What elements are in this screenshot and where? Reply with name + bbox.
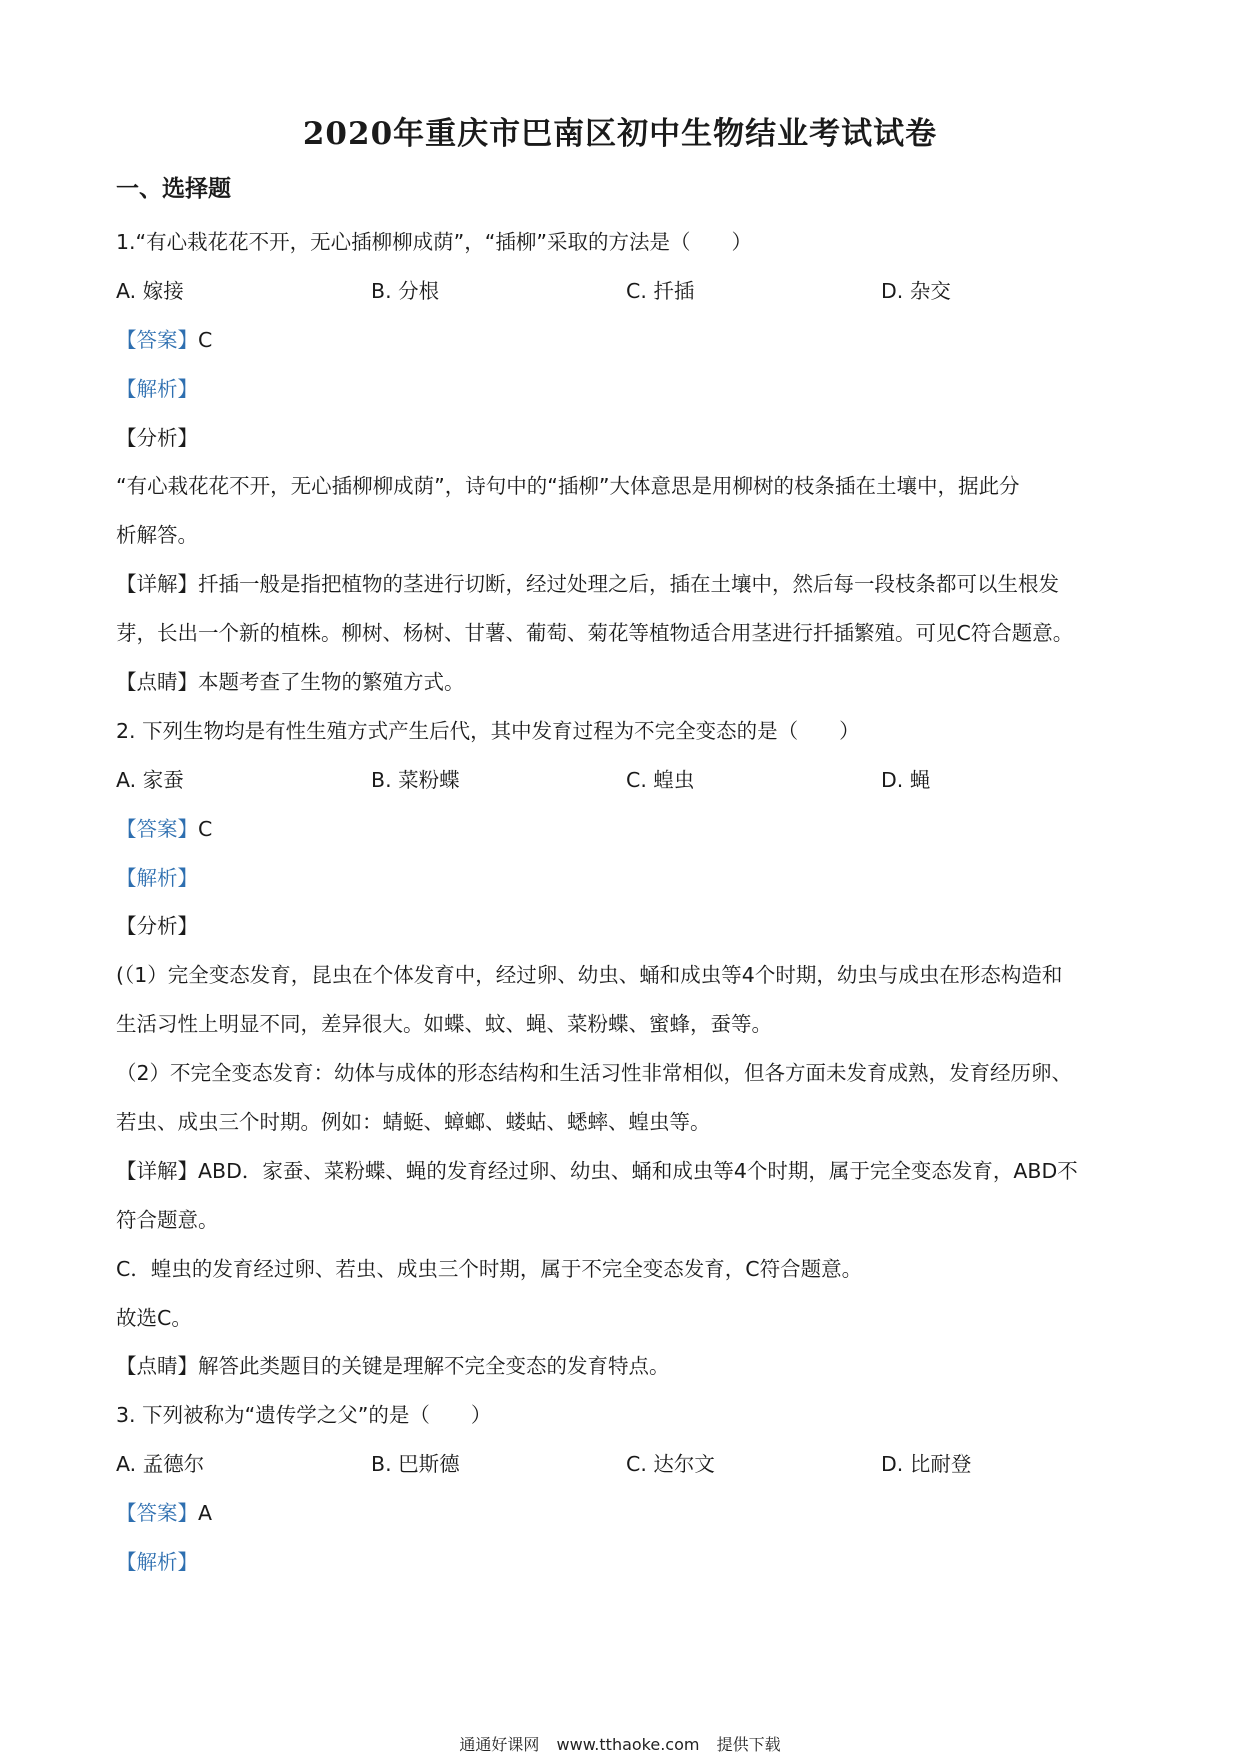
question-1-fenxi-line-2: 析解答。: [116, 523, 198, 548]
question-3-option-d: D. 比耐登: [881, 1452, 972, 1477]
point-text: 解答此类题目的关键是理解不完全变态的发育特点。: [198, 1354, 670, 1379]
question-2-detail-line-3: C．蝗虫的发育经过卵、若虫、成虫三个时期，属于不完全变态发育，C符合题意。: [116, 1256, 863, 1281]
question-1-stem: 1.“有心栽花花不开，无心插柳柳成荫”，“插柳”采取的方法是（ ）: [116, 230, 753, 254]
page-footer: [0, 1732, 1240, 1755]
question-2-analysis-tag: 【解析】: [116, 865, 198, 890]
question-3-option-c: C. 达尔文: [626, 1452, 715, 1477]
answer-tag: 【答案】: [116, 816, 198, 841]
question-3-option-b: B. 巴斯德: [371, 1452, 460, 1477]
answer-value: A: [198, 1501, 213, 1526]
question-1-analysis-tag: 【解析】: [116, 376, 198, 401]
page-title: 2020年重庆市巴南区初中生物结业考试试卷: [302, 116, 938, 152]
question-3-options: [116, 1440, 1136, 1489]
question-2-point: [116, 1342, 1136, 1391]
question-2-options: [116, 756, 1136, 805]
detail-text: 扦插一般是指把植物的茎进行切断，经过处理之后，插在土壤中，然后每一段枝条都可以生根发: [198, 572, 1059, 597]
question-2-fenxi-line-1: (（1）完全变态发育，昆虫在个体发育中，经过卵、幼虫、蛹和成虫等4个时期，幼虫与成虫在形态构造和: [116, 963, 1063, 988]
question-2-option-a: A. 家蚕: [116, 767, 184, 792]
question-2-detail-line-1: [116, 1147, 1136, 1196]
detail-text: ABD．家蚕、菜粉蝶、蝇的发育经过卵、幼虫、蛹和成虫等4个时期，属于完全变态发育，ABD不: [198, 1158, 1078, 1183]
question-1-detail-line-1: [116, 560, 1136, 609]
footer-url-link[interactable]: www.tthaoke.com: [556, 1735, 700, 1754]
question-1-options: [116, 267, 1136, 316]
question-2-fenxi-tag: 【分析】: [116, 914, 198, 939]
questions-content: [116, 218, 1136, 1587]
footer-note: 提供下载: [716, 1735, 781, 1754]
question-1-answer: [116, 316, 1136, 365]
answer-tag: 【答案】: [116, 1501, 198, 1526]
question-2-detail-line-2: 符合题意。: [116, 1207, 219, 1232]
question-2-fenxi-line-3: （2）不完全变态发育：幼体与成体的形态结构和生活习性非常相似，但各方面未发育成熟，发育经历卵、: [116, 1061, 1073, 1086]
point-text: 本题考查了生物的繁殖方式。: [198, 670, 465, 695]
question-2-fenxi-line-2: 生活习性上明显不同，差异很大。如蝶、蚊、蝇、菜粉蝶、蜜蜂，蚕等。: [116, 1012, 772, 1037]
question-1-option-c: C. 扦插: [626, 278, 695, 303]
question-1-option-d: D. 杂交: [881, 278, 951, 303]
question-2-detail-line-4: 故选C。: [116, 1305, 192, 1330]
question-1-option-b: B. 分根: [371, 278, 440, 303]
question-1-option-a: A. 嫁接: [116, 278, 184, 303]
question-2-option-d: D. 蝇: [881, 767, 931, 792]
answer-value: C: [198, 816, 213, 841]
question-2-option-c: C. 蝗虫: [626, 767, 695, 792]
question-1-fenxi-line-1: “有心栽花花不开，无心插柳柳成荫”，诗句中的“插柳”大体意思是用柳树的枝条插在土壤中，据此分: [116, 474, 1020, 499]
answer-tag: 【答案】: [116, 327, 198, 352]
section-heading: 一、选择题: [116, 176, 231, 202]
question-2-option-b: B. 菜粉蝶: [371, 767, 460, 792]
question-1-point: [116, 658, 1136, 707]
question-1-fenxi-tag: 【分析】: [116, 425, 198, 450]
question-2-fenxi-line-4: 若虫、成虫三个时期。例如：蜻蜓、蟑螂、蝼蛄、蟋蟀、蝗虫等。: [116, 1110, 711, 1135]
point-tag: 【点睛】: [116, 670, 198, 695]
question-2-stem: 2. 下列生物均是有性生殖方式产生后代，其中发育过程为不完全变态的是（ ）: [116, 718, 860, 743]
detail-tag: 【详解】: [116, 1158, 198, 1183]
detail-tag: 【详解】: [116, 572, 198, 597]
question-2-answer: [116, 805, 1136, 854]
point-tag: 【点睛】: [116, 1354, 198, 1379]
footer-site-name: 通通好课网: [459, 1735, 540, 1754]
question-3-analysis-tag: 【解析】: [116, 1550, 198, 1575]
answer-value: C: [198, 327, 213, 352]
question-3-option-a: A. 孟德尔: [116, 1452, 205, 1477]
question-3-answer: [116, 1489, 1136, 1538]
question-3-stem: 3. 下列被称为“遗传学之父”的是（ ）: [116, 1403, 492, 1428]
question-1-detail-line-2: 芽，长出一个新的植株。柳树、杨树、甘薯、葡萄、菊花等植物适合用茎进行扦插繁殖。可见C符合题意。: [116, 621, 1074, 646]
